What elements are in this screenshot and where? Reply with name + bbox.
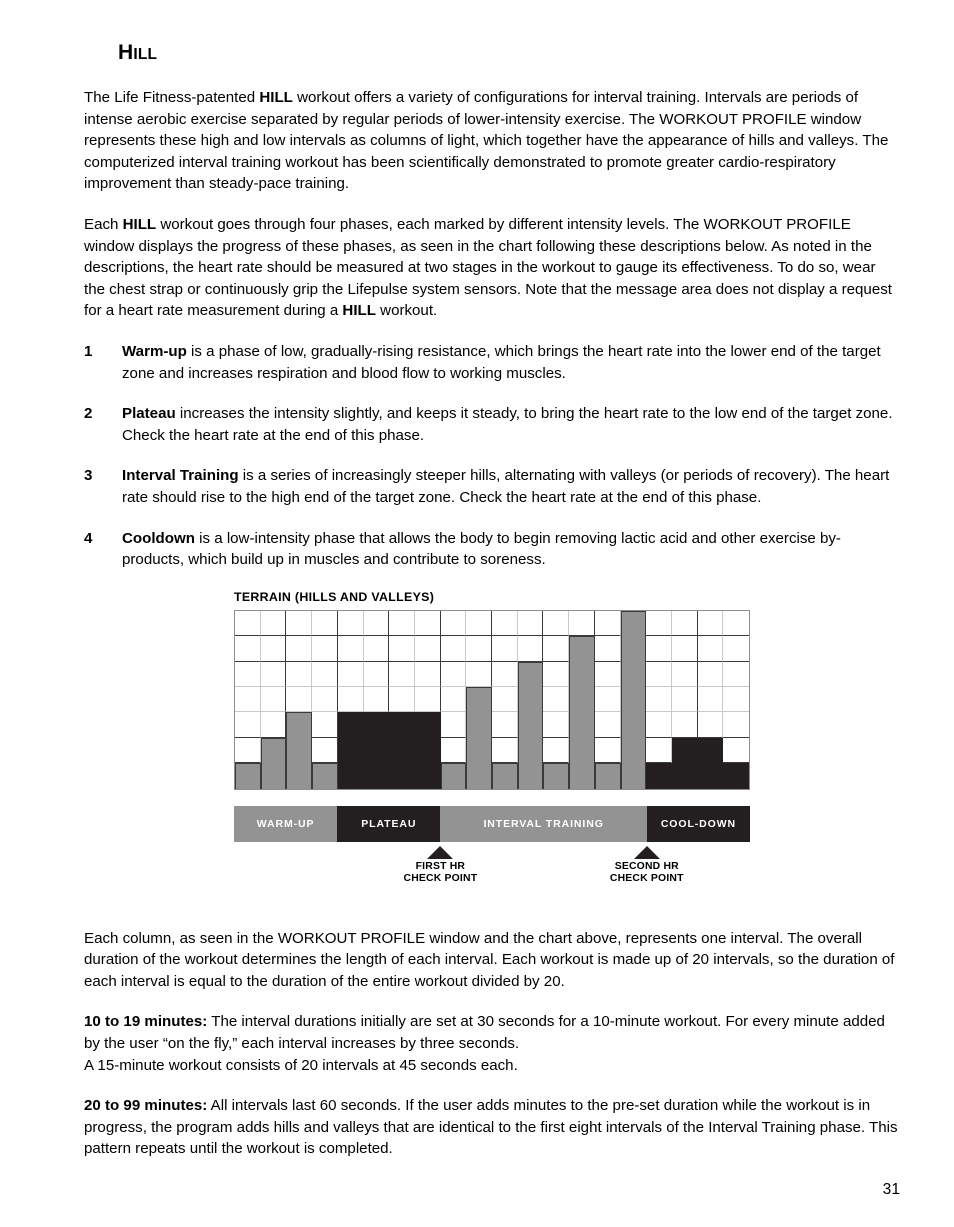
intro-paragraph — [84, 87, 900, 195]
hr-checkpoint-marker — [587, 846, 707, 886]
page-title-rest: ILL — [133, 46, 158, 63]
phase-name: Cooldown — [122, 529, 195, 547]
list-item — [84, 465, 900, 508]
phase-body — [122, 528, 900, 571]
hr-checkpoint-label: FIRST HR CHECK POINT — [403, 860, 478, 885]
phase-number: 4 — [84, 529, 93, 547]
chart-bar — [415, 712, 441, 788]
chart-bar — [466, 687, 492, 789]
phase-segment: INTERVAL TRAINING — [440, 806, 646, 842]
chart-bar — [543, 763, 569, 788]
terrain-chart — [234, 590, 750, 892]
phase-segment: COOL-DOWN — [647, 806, 750, 842]
intro-hill-bold: HILL — [259, 89, 293, 106]
phase-number: 2 — [84, 405, 93, 423]
phase-segment: WARM-UP — [234, 806, 337, 842]
page-title-initial: H — [118, 41, 134, 64]
phase-description: is a phase of low, gradually-rising resistance, which brings the heart rate into the lower end of the target zone and increases respiration and blood flow to working muscles. — [122, 342, 881, 382]
phase-description: is a series of increasingly steeper hills, alternating with valleys (or periods of recovery). The heart rate should rise to the high end of the target zone. Check the heart rate at the end of this phase. — [122, 467, 890, 506]
intro-text-c: workout offers a variety of configurations for interval training. Intervals are periods of intense aerobic exercise separated by regular periods of lower-intensity exercise. The WORKOUT PROFILE window represents these high and low intervals as columns of light, which together have the appearance of hills and valleys. The computerized interval training workout has been scientifically demonstrated to promote greater cardio-respiratory improvement than steady-pace training. — [84, 89, 889, 193]
chart-bar — [698, 738, 724, 789]
up-triangle-icon — [634, 846, 660, 859]
duration-20-99-text: All intervals last 60 seconds. If the user adds minutes to the pre-set duration while the workout is in progress, the program adds hills and valleys that are identical to the first eight intervals of the Interval Training phase. This pattern repeats until the workout is completed. — [84, 1097, 898, 1158]
duration-20-99-paragraph — [84, 1095, 900, 1160]
duration-10-19-label: 10 to 19 minutes: — [84, 1013, 208, 1031]
overview-text-a: Each — [84, 215, 123, 233]
chart-bar — [235, 763, 261, 788]
duration-10-19-text: The interval durations initially are set at 30 seconds for a 10-minute workout. For every minute added by the user “on the fly,” each interval increases by three seconds. — [84, 1013, 885, 1053]
overview-hill-bold-1: HILL — [122, 215, 157, 233]
chart-bar — [364, 712, 390, 788]
phase-name: Plateau — [122, 405, 176, 423]
chart-bar — [389, 712, 415, 788]
page-number: 31 — [882, 1181, 900, 1198]
up-triangle-icon — [427, 846, 453, 859]
chart-title: TERRAIN (HILLS AND VALLEYS) — [234, 589, 435, 604]
duration-10-19-text-2: A 15-minute workout consists of 20 intervals at 45 seconds each. — [84, 1056, 518, 1074]
chart-bar — [723, 763, 749, 788]
phase-body — [122, 465, 900, 508]
phase-number: 3 — [84, 467, 93, 485]
chart-bar — [569, 636, 595, 789]
intro-text-a: The Life Fitness-patented — [84, 89, 260, 106]
chart-plot-area — [234, 610, 750, 790]
phase-name: Warm-up — [122, 342, 187, 360]
chart-bar — [595, 763, 621, 788]
list-item — [84, 341, 900, 384]
phase-segment: PLATEAU — [337, 806, 440, 842]
chart-bar — [646, 763, 672, 788]
overview-hill-bold-2: HILL — [342, 302, 376, 320]
phase-number: 1 — [84, 342, 93, 360]
chart-bar — [338, 712, 364, 788]
chart-bar — [518, 662, 544, 789]
hr-checkpoint-marker — [380, 846, 500, 886]
chart-bar — [261, 738, 287, 789]
overview-text-e: workout. — [375, 302, 438, 320]
chart-bar — [441, 763, 467, 788]
phase-description: is a low-intensity phase that allows the body to begin removing lactic acid and other exercise by-products, which build up in muscles and contribute to soreness. — [122, 529, 841, 569]
duration-10-19-paragraph — [84, 1011, 900, 1076]
phase-legend-bar — [234, 806, 750, 842]
phase-name: Interval Training — [122, 467, 239, 485]
chart-bar — [312, 763, 338, 788]
phase-body — [122, 341, 900, 384]
chart-bars — [235, 611, 749, 789]
page-title — [118, 42, 900, 63]
phases-overview-paragraph — [84, 214, 900, 322]
phase-body — [122, 403, 900, 446]
chart-bar — [492, 763, 518, 788]
hr-checkpoints — [234, 842, 750, 892]
chart-bar — [672, 738, 698, 789]
list-item — [84, 403, 900, 446]
chart-bar — [286, 712, 312, 788]
duration-20-99-label: 20 to 99 minutes: — [84, 1097, 208, 1115]
interval-explanation-paragraph: Each column, as seen in the WORKOUT PROFILE window and the chart above, represents one interval. The overall duration of the workout determines the length of each interval. Each workout is made up of 20 intervals, so the duration of each interval is equal to the duration of the entire workout divided by 20. — [84, 929, 895, 990]
list-item — [84, 528, 900, 571]
phase-list — [84, 341, 900, 571]
overview-text-c: workout goes through four phases, each marked by different intensity levels. The WORKOUT PROFILE window displays the progress of these phases, as seen in the chart following these descriptions below. As noted in the descriptions, the heart rate should be measured at two stages in the workout to gauge its effectiveness. To do so, wear the chest strap or continuously grip the Lifepulse system sensors. Note that the message area does not display a request for a heart rate measurement during a — [84, 215, 892, 320]
page-content — [84, 42, 900, 1179]
chart-bar — [621, 611, 647, 789]
phase-description: increases the intensity slightly, and keeps it steady, to bring the heart rate to the low end of the target zone. Check the heart rate at the end of this phase. — [122, 405, 893, 444]
hr-checkpoint-label: SECOND HR CHECK POINT — [609, 860, 684, 885]
